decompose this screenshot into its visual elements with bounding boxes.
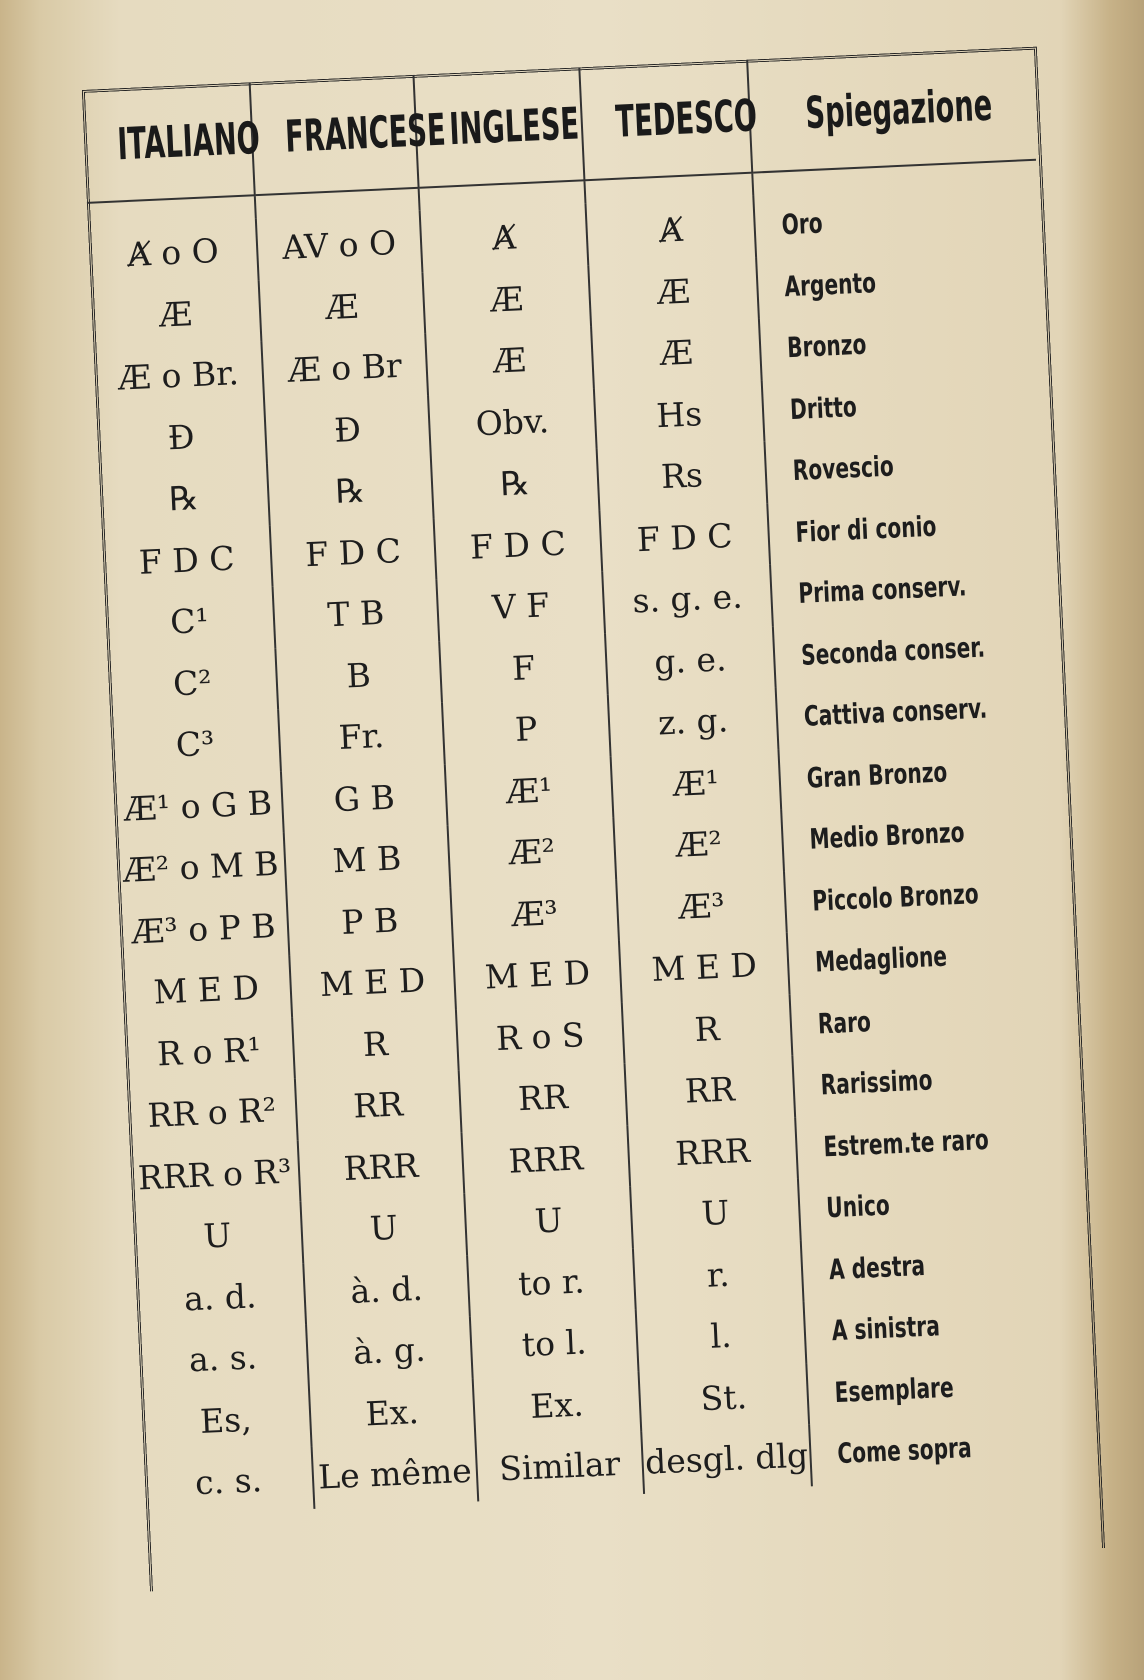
francese-text: Fr.: [337, 716, 386, 758]
cell-francese: [312, 1439, 479, 1508]
tedesco-text: Æ¹: [671, 762, 720, 804]
italiano-text: Ⱥ o O: [126, 231, 220, 275]
italiano-text: a. d.: [183, 1276, 258, 1319]
spiegazione-text: Fior di conio: [794, 509, 937, 549]
tedesco-text: Ⱥ: [657, 210, 684, 251]
francese-text: ℞: [334, 470, 366, 512]
cell-francese: [284, 825, 451, 894]
tedesco-text: Æ: [656, 271, 691, 312]
italiano-text: U: [202, 1215, 233, 1256]
tedesco-text: Rs: [660, 455, 704, 497]
tedesco-text: RR: [684, 1069, 736, 1111]
cell-tedesco: [619, 933, 790, 1002]
francese-text: U: [368, 1208, 399, 1249]
inglese-text: Obv.: [474, 400, 550, 444]
tedesco-text: F D C: [636, 515, 734, 559]
francese-text: R: [362, 1023, 389, 1064]
cell-francese: [309, 1378, 476, 1447]
inglese-text: V F: [491, 585, 551, 628]
italiano-text: Æ² o M B: [122, 844, 280, 891]
spiegazione-text: Come sopra: [836, 1431, 973, 1471]
tedesco-text: Æ: [658, 332, 694, 374]
tedesco-text: R: [693, 1008, 721, 1049]
francese-text: B: [345, 655, 372, 696]
italiano-text: a. s.: [188, 1337, 258, 1380]
cell-francese: [264, 395, 431, 464]
spiegazione-text: Cattiva conserv.: [803, 691, 988, 734]
cell-tedesco: [636, 1301, 807, 1370]
cell-inglese: [422, 265, 591, 334]
spiegazione-text: Piccolo Bronzo: [811, 876, 980, 918]
spiegazione-text: Argento: [783, 265, 877, 304]
inglese-text: R o S: [495, 1014, 586, 1058]
francese-text: F D C: [304, 530, 402, 575]
cell-tedesco: [605, 626, 776, 695]
tedesco-text: Æ²: [674, 823, 723, 866]
inglese-text: F D C: [469, 523, 567, 567]
tedesco-text: s. g. e.: [631, 576, 744, 621]
italiano-text: C²: [172, 662, 213, 704]
inglese-text: Æ: [492, 340, 527, 381]
spiegazione-text: Rovescio: [792, 449, 895, 488]
cell-inglese: [450, 879, 619, 948]
cell-italiano: [124, 1017, 295, 1086]
spiegazione-text: A sinistra: [831, 1309, 941, 1348]
cell-tedesco: [641, 1424, 812, 1493]
italiano-text: Æ o Br.: [117, 353, 240, 398]
cell-italiano: [121, 955, 292, 1024]
cell-italiano: [116, 833, 287, 902]
cell-inglese: [473, 1371, 642, 1440]
cell-italiano: [91, 280, 262, 349]
francese-text: M B: [331, 838, 403, 881]
francese-text: RR: [352, 1084, 404, 1126]
inglese-text: P: [514, 709, 539, 750]
francese-text: G B: [332, 777, 396, 819]
cell-italiano: [94, 341, 265, 410]
francese-text: à. g.: [352, 1329, 427, 1373]
spiegazione-text: Seconda conser.: [800, 630, 986, 672]
inglese-text: Æ²: [507, 831, 556, 873]
cell-italiano: [130, 1140, 301, 1209]
cell-italiano: [133, 1201, 304, 1270]
tedesco-text: g. e.: [653, 639, 728, 682]
italiano-text: ℞: [168, 478, 200, 519]
cell-francese: [275, 641, 442, 710]
italiano-text: C³: [174, 723, 216, 765]
francese-text: Æ: [324, 286, 360, 327]
cell-inglese: [461, 1125, 630, 1194]
cell-tedesco: [597, 441, 768, 510]
cell-tedesco: [616, 871, 787, 940]
italiano-text: C¹: [169, 601, 210, 642]
cell-inglese: [453, 940, 622, 1009]
tedesco-text: r.: [706, 1254, 731, 1295]
cell-francese: [270, 518, 437, 587]
header-francese: FRANCESE: [281, 76, 388, 193]
italiano-text: R o R¹: [156, 1029, 262, 1074]
cell-inglese: [459, 1063, 628, 1132]
italiano-text: c. s.: [194, 1460, 263, 1503]
cell-inglese: [448, 818, 617, 887]
cell-tedesco: [591, 318, 762, 387]
abbreviation-table-sheet: [80, 5, 1144, 1589]
cell-inglese: [428, 388, 597, 457]
cell-tedesco: [622, 994, 793, 1063]
cell-tedesco: [588, 257, 759, 326]
inglese-text: to r.: [517, 1261, 586, 1304]
cell-francese: [281, 764, 448, 833]
cell-spiegazione: [809, 1411, 1095, 1485]
cell-tedesco: [627, 1117, 798, 1186]
italiano-text: Æ¹ o G B: [122, 782, 273, 829]
cell-francese: [295, 1071, 462, 1140]
tedesco-text: RRR: [674, 1130, 751, 1173]
cell-tedesco: [613, 810, 784, 879]
spiegazione-text: Medio Bronzo: [808, 815, 966, 856]
cell-italiano: [119, 894, 290, 963]
cell-italiano: [127, 1078, 298, 1147]
cell-italiano: [96, 403, 267, 472]
francese-text: Æ o Br: [286, 346, 403, 391]
tedesco-text: desgl. dlg: [644, 1435, 809, 1483]
italiano-text: Æ: [158, 293, 193, 335]
cell-italiano: [138, 1324, 309, 1393]
cell-tedesco: [633, 1240, 804, 1309]
francese-text: Ex.: [364, 1391, 420, 1434]
cell-francese: [261, 334, 428, 403]
francese-text: P B: [340, 900, 400, 942]
inglese-text: U: [533, 1200, 564, 1241]
cell-italiano: [110, 710, 281, 779]
cell-francese: [273, 579, 440, 648]
cell-inglese: [439, 633, 608, 702]
spiegazione-text: Rarissimo: [819, 1063, 934, 1102]
cell-italiano: [113, 771, 284, 840]
italiano-text: Æ³ o P B: [130, 905, 277, 952]
spiegazione-text: Esemplare: [833, 1370, 955, 1409]
inglese-text: ℞: [499, 463, 531, 504]
cell-francese: [298, 1132, 465, 1201]
cell-francese: [289, 948, 456, 1017]
cell-tedesco: [602, 564, 773, 633]
inglese-text: Æ³: [510, 892, 559, 935]
italiano-text: RR o R²: [146, 1090, 277, 1136]
spiegazione-text: A destra: [828, 1248, 926, 1287]
abbreviation-table: [82, 47, 1096, 1516]
cell-inglese: [436, 572, 605, 641]
cell-italiano: [108, 648, 279, 717]
spiegazione-text: Oro: [780, 206, 824, 242]
tedesco-text: l.: [709, 1316, 733, 1356]
cell-tedesco: [638, 1363, 809, 1432]
spiegazione-text: Dritto: [789, 389, 858, 426]
cell-italiano: [141, 1385, 312, 1454]
cell-francese: [278, 702, 445, 771]
francese-text: AV o O: [281, 223, 397, 268]
cell-inglese: [467, 1248, 636, 1317]
cell-italiano: [144, 1447, 315, 1516]
inglese-text: Ⱥ: [491, 217, 517, 258]
francese-text: Đ: [333, 409, 362, 450]
spiegazione-text: Unico: [825, 1188, 891, 1225]
cell-tedesco: [594, 380, 765, 449]
inglese-text: to l.: [520, 1322, 588, 1365]
italiano-text: RRR o R³: [137, 1151, 293, 1198]
cell-francese: [300, 1194, 467, 1263]
cell-tedesco: [630, 1179, 801, 1248]
cell-francese: [259, 272, 426, 341]
cell-inglese: [445, 756, 614, 825]
cell-inglese: [475, 1432, 644, 1501]
cell-inglese: [420, 203, 589, 272]
cell-inglese: [442, 695, 611, 764]
cell-inglese: [470, 1309, 639, 1378]
table-body: [87, 160, 1096, 1516]
inglese-text: RRR: [507, 1138, 584, 1181]
inglese-text: RR: [517, 1077, 569, 1119]
cell-inglese: [425, 326, 594, 395]
cell-italiano: [99, 464, 270, 533]
cell-inglese: [431, 449, 600, 518]
inglese-text: F: [511, 647, 536, 688]
cell-italiano: [102, 525, 273, 594]
cell-tedesco: [611, 749, 782, 818]
header-italiano: ITALIANO: [114, 84, 223, 202]
header-spiegazione: Spiegazione: [801, 49, 982, 170]
cell-tedesco: [585, 196, 756, 265]
inglese-text: Similar: [498, 1444, 622, 1489]
spiegazione-text: Raro: [817, 1004, 872, 1041]
cell-francese: [292, 1009, 459, 1078]
cell-inglese: [456, 1002, 625, 1071]
tedesco-text: Hs: [655, 393, 703, 435]
italiano-text: F D C: [138, 538, 236, 582]
cell-francese: [267, 457, 434, 526]
spiegazione-text: Medaglione: [814, 939, 948, 979]
spiegazione-text: Prima conserv.: [797, 569, 968, 611]
cell-francese: [256, 211, 423, 280]
tedesco-text: M E D: [650, 945, 758, 990]
italiano-text: Đ: [166, 416, 196, 458]
cell-tedesco: [625, 1056, 796, 1125]
francese-text: M E D: [319, 960, 427, 1005]
cell-francese: [306, 1317, 473, 1386]
cell-italiano: [135, 1263, 306, 1332]
cell-tedesco: [599, 503, 770, 572]
spiegazione-text: Bronzo: [786, 327, 868, 365]
cell-francese: [286, 887, 453, 956]
inglese-text: Ex.: [529, 1384, 585, 1426]
francese-text: à. d.: [349, 1268, 424, 1311]
inglese-text: Æ: [489, 278, 525, 320]
italiano-text: Es,: [199, 1399, 253, 1441]
tedesco-text: Æ³: [677, 885, 726, 927]
cell-italiano: [105, 587, 276, 656]
tedesco-text: St.: [699, 1376, 748, 1418]
cell-inglese: [464, 1186, 633, 1255]
francese-text: RRR: [342, 1145, 420, 1188]
cell-tedesco: [608, 687, 779, 756]
tedesco-text: z. g.: [657, 700, 729, 743]
inglese-text: Æ¹: [505, 770, 554, 812]
inglese-text: M E D: [483, 953, 591, 997]
header-tedesco: TEDESCO: [611, 61, 720, 179]
header-inglese: INGLESE: [445, 69, 553, 187]
cell-italiano: [88, 218, 259, 287]
spiegazione-text: Gran Bronzo: [806, 755, 948, 795]
spiegazione-text: Estrem.te raro: [822, 1122, 990, 1164]
italiano-text: M E D: [152, 968, 260, 1012]
francese-text: T B: [326, 593, 386, 635]
cell-francese: [303, 1255, 470, 1324]
cell-inglese: [434, 510, 603, 579]
tedesco-text: U: [700, 1193, 731, 1234]
francese-text: Le même: [317, 1450, 473, 1497]
